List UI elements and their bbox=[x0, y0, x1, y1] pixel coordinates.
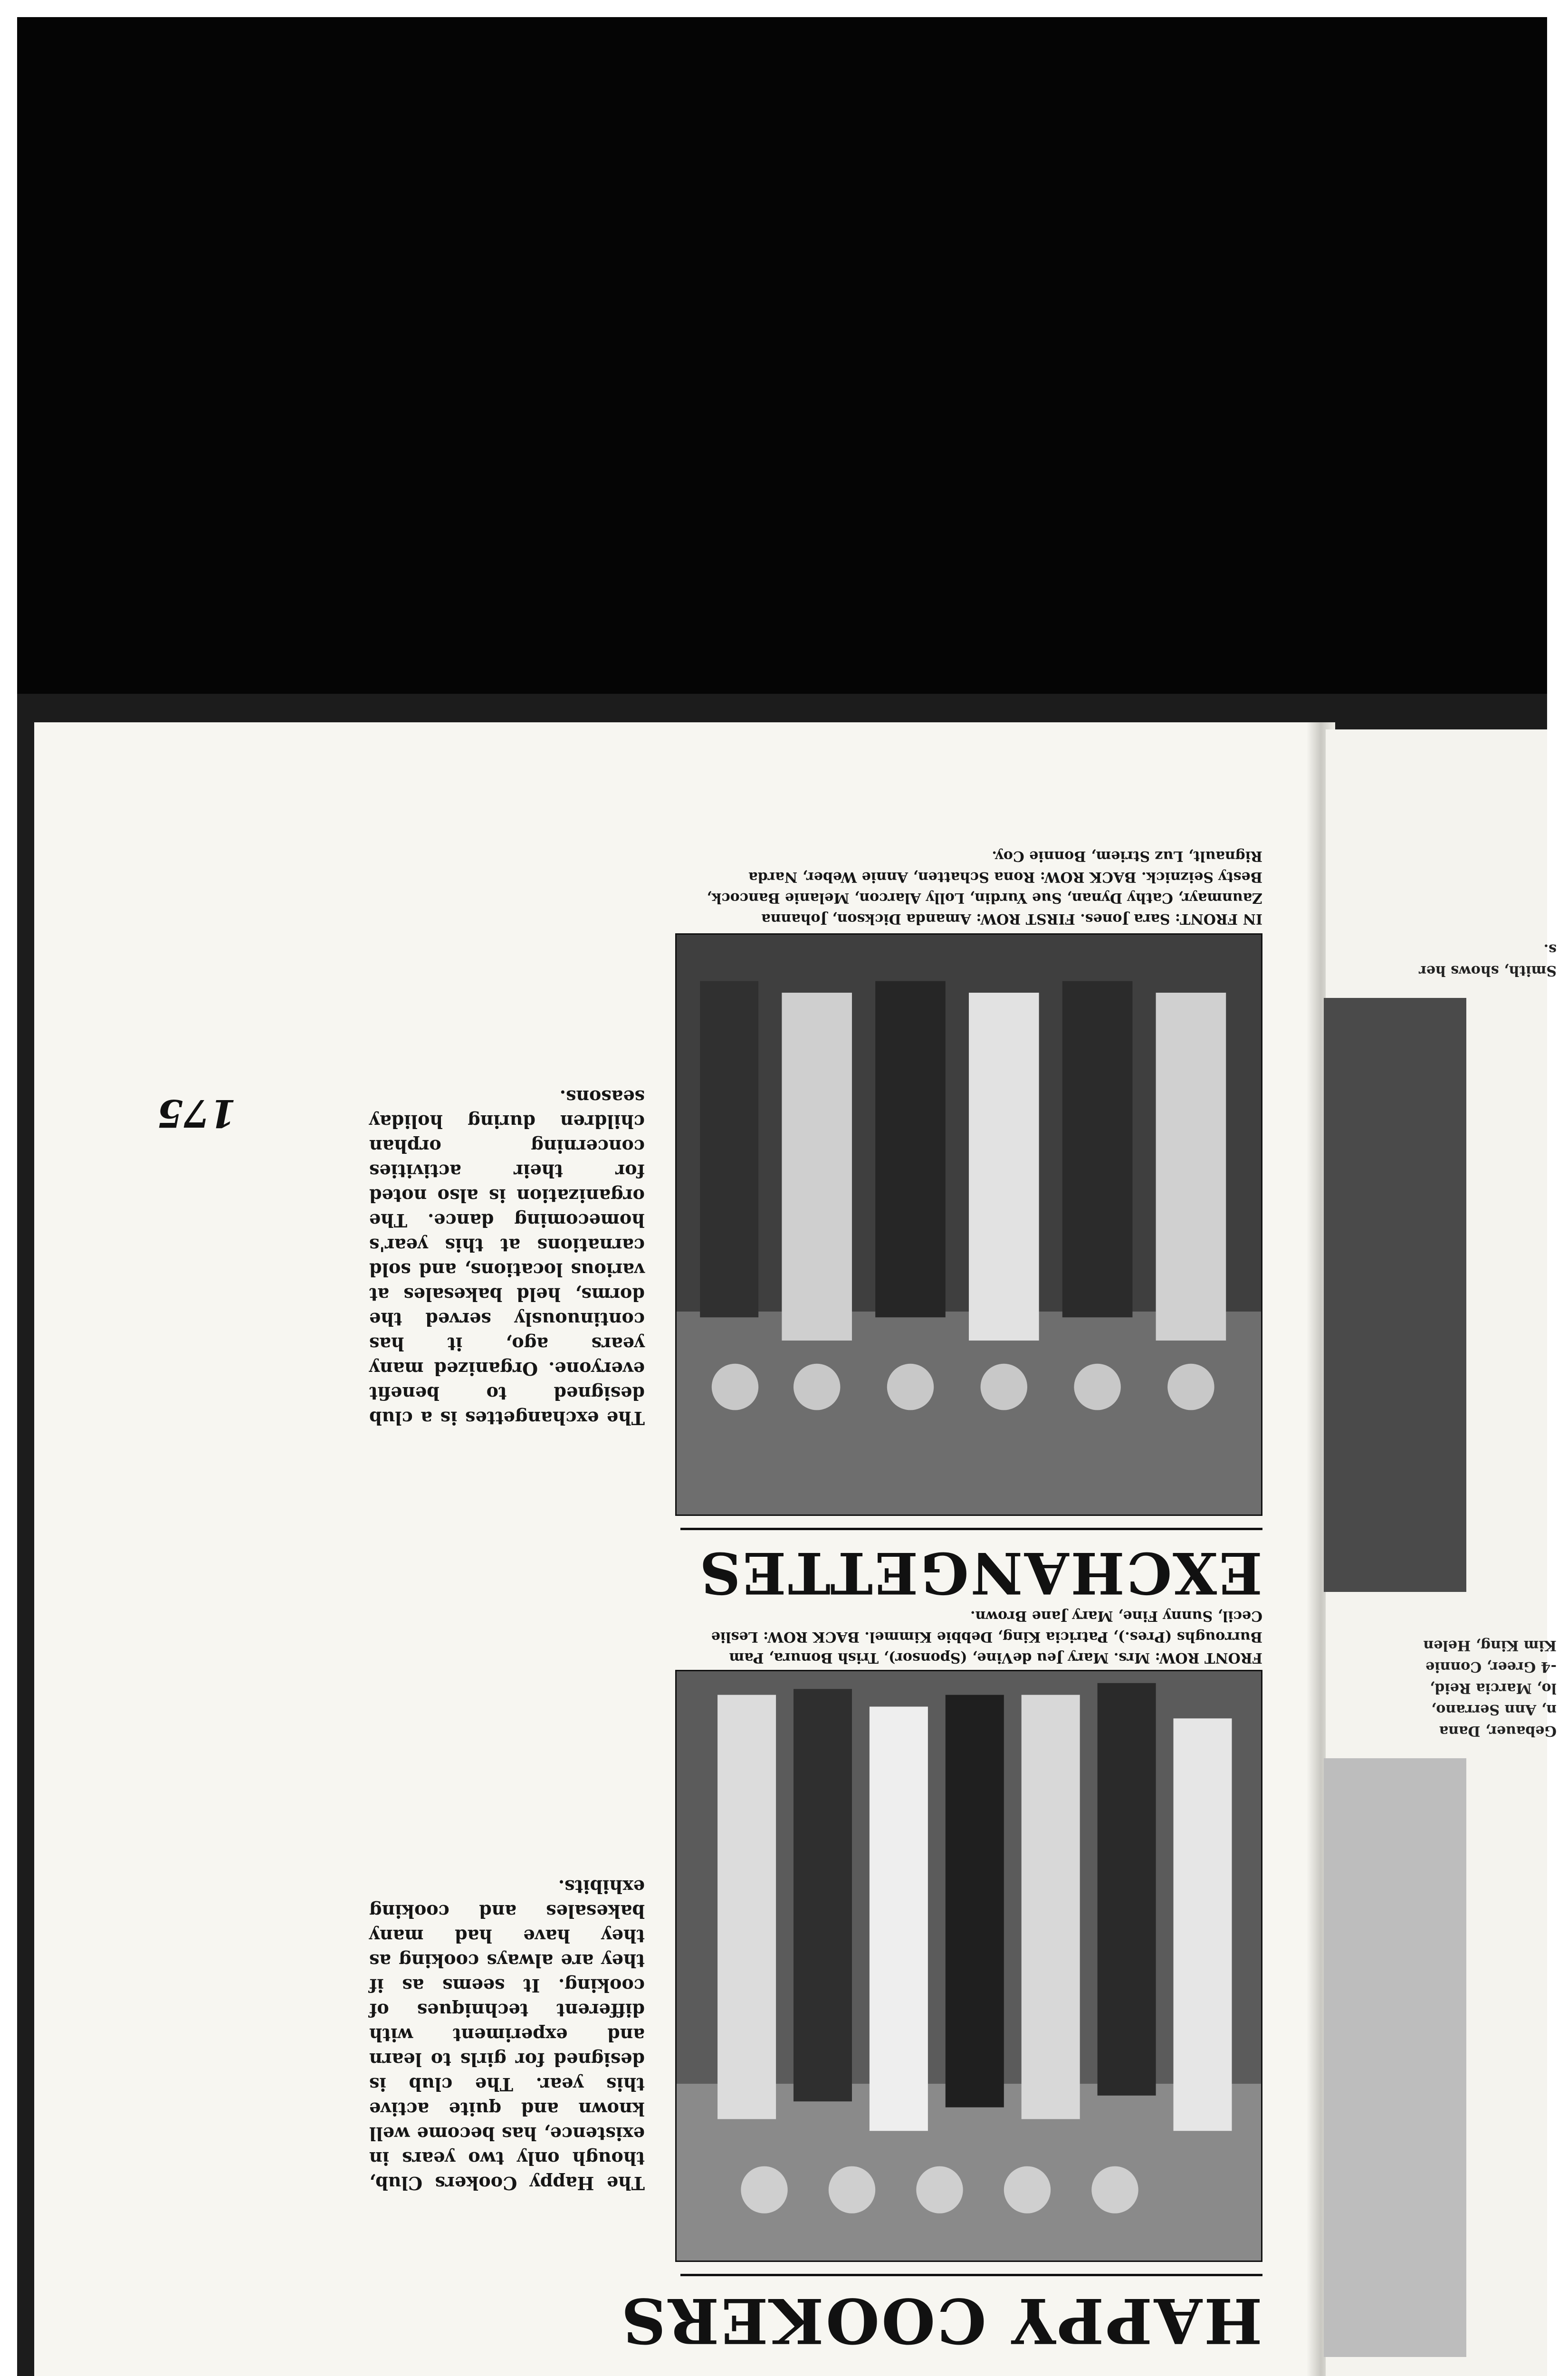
black-backdrop bbox=[17, 17, 1547, 716]
adjacent-caption-4: -4 Greer, Connie bbox=[1425, 1658, 1557, 1675]
page-number: 175 bbox=[157, 1091, 236, 1136]
adjacent-page bbox=[1326, 729, 1557, 2376]
happy-cookers-title: HAPPY COOKERS bbox=[619, 2284, 1262, 2357]
exchangettes-title: EXCHANGETTES bbox=[698, 1539, 1262, 1606]
adjacent-caption-7: s. bbox=[1543, 941, 1557, 958]
adjacent-photo-bottom bbox=[1324, 1758, 1466, 2357]
adjacent-caption-1: Gebauer, Dana bbox=[1439, 1723, 1557, 1739]
exchangettes-body: The exchangettes is a club designed to benefit everyone. Organized many years ago, it has continuously served the dorms, held bakesales at various locations, and sold carnations at this year's homecoming dance. The organization is also noted for their activities concerning orphan children during holiday seasons. bbox=[369, 1086, 645, 1429]
adjacent-caption-3: lo, Marcia Reid, bbox=[1429, 1680, 1557, 1696]
adjacent-caption-2: n, Ann Serrano, bbox=[1431, 1701, 1557, 1718]
happy-cookers-body: The Happy Cookers Club, though only two years in existence, has become well known and quite active this year. The club is designed for girls to learn and experiment with different techniques of cooking. It seems as if they are always cooking as they have had many bakesales and cooking exhibits. bbox=[369, 1876, 645, 2194]
adjacent-photo-top bbox=[1324, 998, 1466, 1592]
exchangettes-caption: IN FRONT: Sara Jones. FIRST ROW: Amanda Dickson, Johanna Zaunmayr, Cathy Dynan, Sue Yurdin, Lolly Alarcon, Melanie Bancock, Besty Seiznick. BACK ROW: Rona Schatten, Annie Weber, Narda Rignault, Luz Striem, Bonnie Coy. bbox=[707, 848, 1262, 927]
exchangettes-rule bbox=[680, 1528, 1262, 1530]
happy-cookers-rule bbox=[680, 2274, 1262, 2276]
happy-cookers-caption: FRONT ROW: Mrs. Mary Jeu deVine, (Sponsor), Trish Bonura, Pam Burroughs (Pres.), Patricia King, Debbie Kimmel. BACK ROW: Leslie Cecil, Sunny Fine, Mary Jane Brown. bbox=[711, 1608, 1262, 1666]
adjacent-caption-5: Kim King, Helen bbox=[1423, 1637, 1557, 1654]
exchangettes-photo bbox=[675, 933, 1262, 1516]
adjacent-caption-6: Smith, shows her bbox=[1419, 962, 1557, 979]
page-content bbox=[34, 722, 1319, 2376]
happy-cookers-photo bbox=[675, 1670, 1262, 2262]
